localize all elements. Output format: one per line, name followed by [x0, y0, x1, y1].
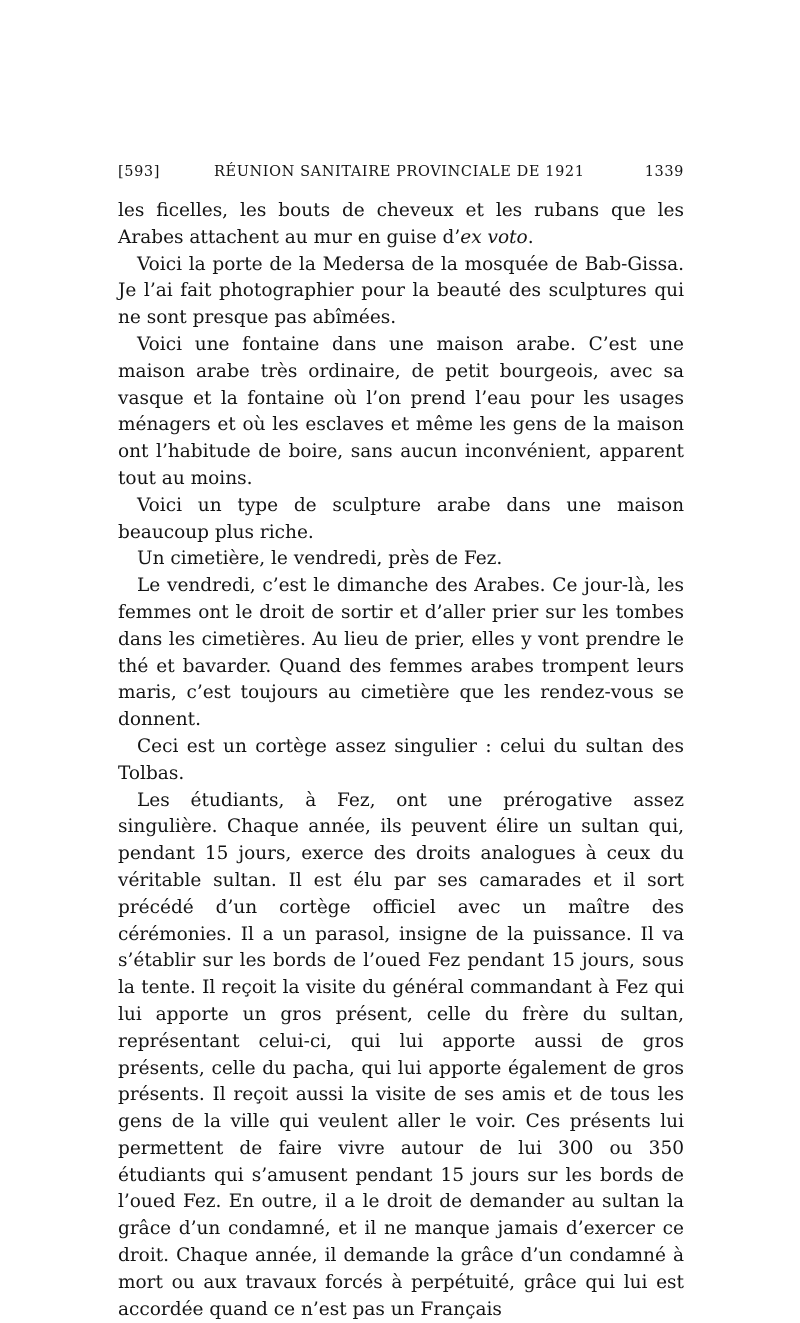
- paragraph: Un cimetière, le vendredi, près de Fez.: [137, 548, 503, 570]
- paragraph-text: .: [527, 226, 534, 248]
- body-text: [118, 198, 684, 1323]
- document-page: [118, 160, 684, 1323]
- bracket-page-number: [593]: [118, 164, 160, 180]
- paragraph: Les étudiants, à Fez, ont une prérogative assez singulière. Chaque année, ils peuvent élire un sultan qui, pendant 15 jours, exerce des droits analogues à ceux du véritable sultan. Il est élu par ses camarades et il sort précédé d’un cortège officiel avec un maître des cérémonies. Il a un parasol, insigne de la puissance. Il va s’établir sur les bords de l’oued Fez pendant 15 jours, sous la tente. Il reçoit la visite du général commandant à Fez qui lui apporte un gros présent, celle du frère du sultan, représentant celui-ci, qui lui apporte aussi de gros présents, celle du pacha, qui lui apporte également de gros présents. Il reçoit aussi la visite de ses amis et de tous les gens de la ville qui veulent aller le voir. Ces présents lui permettent de faire vivre autour de lui 300 ou 350 étudiants qui s’amusent pendant 15 jours sur les bords de l’oued Fez. En outre, il a le droit de demander au sultan la grâce d’un condamné, et il ne manque jamais d’exercer ce droit. Chaque année, il demande la grâce d’un condamné à mort ou aux travaux forcés à perpétuité, grâce qui lui est accordée quand ce n’est pas un Français: [118, 789, 684, 1320]
- paragraph: Voici la porte de la Medersa de la mosquée de Bab-Gissa. Je l’ai fait photographier pour la beauté des sculptures qui ne sont presque pas abîmées.: [118, 253, 684, 329]
- running-header: [118, 160, 684, 190]
- running-title: RÉUNION SANITAIRE PROVINCIALE DE 1921: [214, 164, 585, 180]
- paragraph: Voici un type de sculpture arabe dans une maison beaucoup plus riche.: [118, 494, 684, 543]
- italic-phrase: ex voto: [460, 226, 528, 248]
- paragraph: Le vendredi, c’est le dimanche des Arabes. Ce jour-là, les femmes ont le droit de sortir et d’aller prier sur les tombes dans les cimetières. Au lieu de prier, elles y vont prendre le thé et bavarder. Quand des femmes arabes trompent leurs maris, c’est toujours au cimetière que les rendez-vous se donnent.: [118, 575, 684, 731]
- paragraph-text: les ficelles, les bouts de cheveux et les rubans que les Arabes attachent au mur en guise d’: [118, 200, 684, 248]
- paragraph-continuation: [118, 198, 684, 252]
- page-number: 1339: [644, 164, 684, 180]
- paragraph: Ceci est un cortège assez singulier : celui du sultan des Tolbas.: [118, 735, 684, 784]
- paragraph: Voici une fontaine dans une maison arabe. C’est une maison arabe très ordinaire, de petit bourgeois, avec sa vasque et la fontaine où l’on prend l’eau pour les usages ménagers et où les esclaves et même les gens de la maison ont l’habitude de boire, sans aucun inconvénient, apparent tout au moins.: [118, 333, 684, 489]
